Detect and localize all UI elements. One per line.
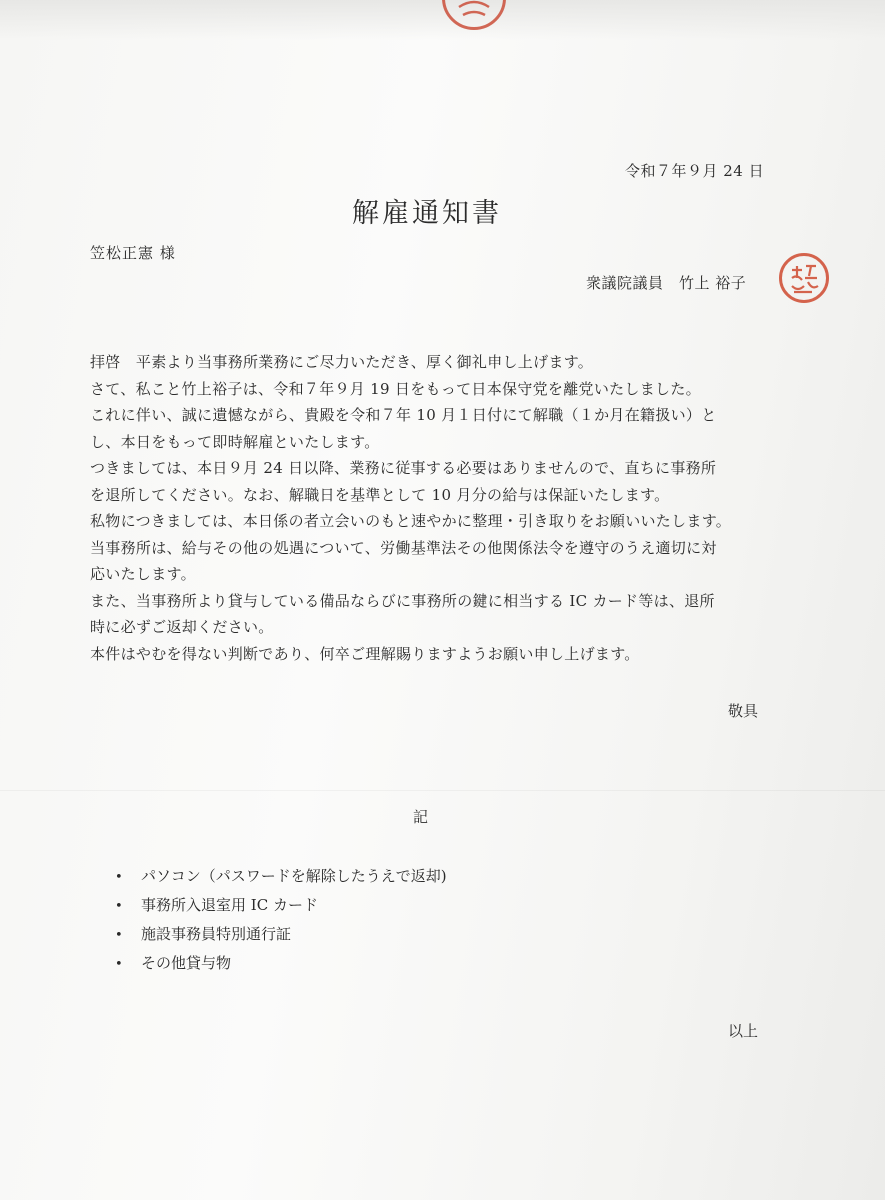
bullet-icon: • — [115, 928, 123, 943]
letter-body — [90, 349, 790, 667]
list-item-label: 施設事務員特別通行証 — [141, 925, 292, 943]
list-item-label: パソコン（パスワードを解除したうえで返却) — [141, 867, 447, 885]
ending-word: 以上 — [728, 1022, 759, 1040]
body-line: さて、私こと竹上裕子は、令和７年９月 19 日をもって日本保守党を離党いたしました。 — [90, 379, 701, 398]
body-line: つきましては、本日９月 24 日以降、業務に従事する必要はありませんので、直ちに事務所 — [90, 459, 717, 477]
body-line: また、当事務所より貸与している備品ならびに事務所の鍵に相当する IC カード等は、退所 — [90, 591, 715, 610]
body-line: 時に必ずご返却ください。 — [90, 618, 274, 636]
body-line: 本件はやむを得ない判断であり、何卒ご理解賜りますようお願い申し上げます。 — [90, 644, 640, 663]
bullet-icon: • — [115, 870, 123, 885]
bullet-icon: • — [115, 957, 123, 972]
bullet-icon: • — [115, 899, 123, 914]
body-line: し、本日をもって即時解雇といたします。 — [90, 432, 380, 451]
return-items-list — [115, 865, 447, 981]
name-seal-stamp — [779, 253, 829, 303]
list-item-label: 事務所入退室用 IC カード — [141, 896, 318, 914]
body-line: 応いたします。 — [90, 565, 196, 583]
list-item — [115, 923, 447, 952]
list-item-label: その他貸与物 — [141, 954, 232, 972]
list-item — [115, 894, 447, 923]
closing-word: 敬具 — [728, 702, 759, 720]
body-line: を退所してください。なお、解職日を基準として 10 月分の給与は保証いたします。 — [90, 485, 670, 504]
sender-name: 衆議院議員 竹上 裕子 — [586, 274, 747, 292]
list-item — [115, 865, 447, 894]
top-seal-stamp — [442, 0, 506, 30]
ki-heading: 記 — [413, 808, 429, 826]
paper-fold — [0, 790, 885, 791]
recipient-name: 笠松正憲 様 — [90, 244, 176, 262]
body-line: これに伴い、誠に遺憾ながら、貴殿を令和７年 10 月１日付にて解職（１か月在籍扱い）と — [90, 406, 717, 424]
page-title: 解雇通知書 — [352, 198, 502, 229]
body-line: 当事務所は、給与その他の処遇について、労働基準法その他関係法令を遵守のうえ適切に対 — [90, 538, 717, 557]
body-line: 拝啓 平素より当事務所業務にご尽力いただき、厚く御礼申し上げます。 — [90, 353, 594, 371]
body-line: 私物につきましては、本日係の者立会いのもと速やかに整理・引き取りをお願いいたします。 — [90, 512, 732, 530]
list-item — [115, 952, 447, 981]
letter-date: 令和７年９月 24 日 — [625, 162, 765, 180]
